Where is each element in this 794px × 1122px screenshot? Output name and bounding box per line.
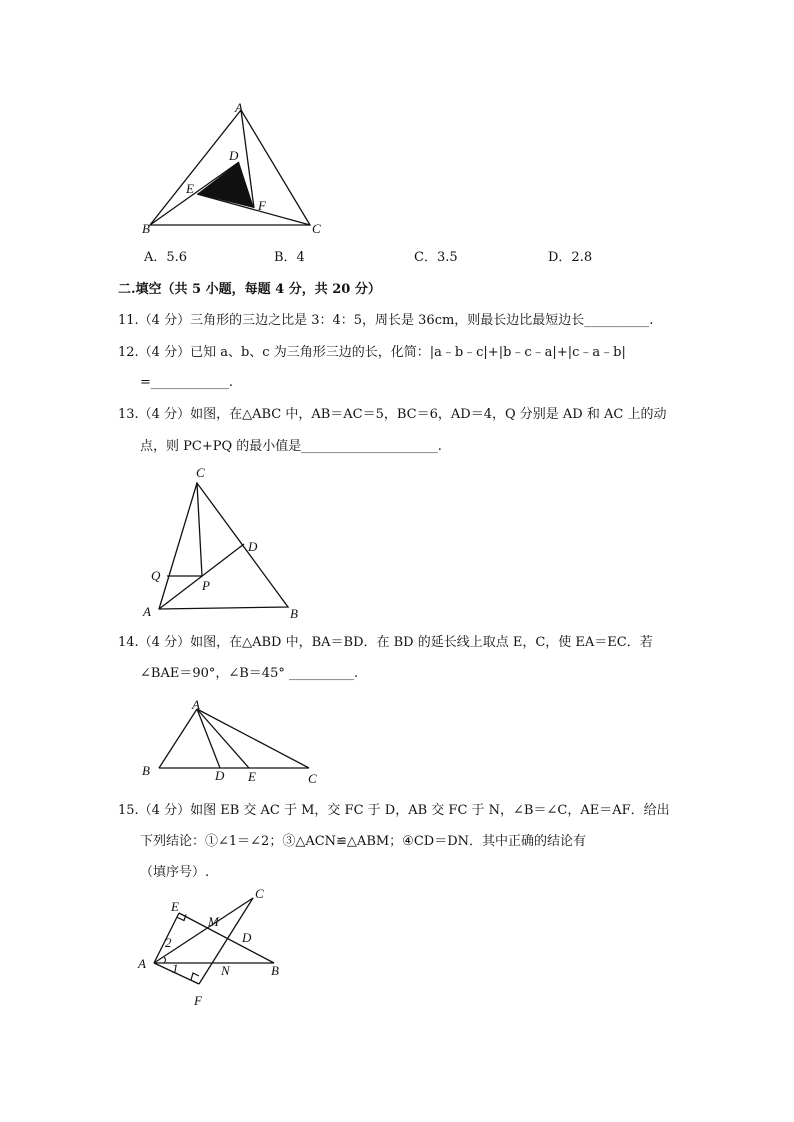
label-e: E: [171, 899, 179, 914]
option-a: A．5.6: [144, 250, 188, 265]
label-e: E: [248, 769, 256, 784]
label-c: C: [196, 465, 205, 480]
label-b: B: [142, 763, 150, 778]
figure-q13: [140, 462, 320, 622]
question-11: 11.（4 分）三角形的三边之比是 3：4：5，周长是 36cm，则最长边比最短边长__________.: [118, 313, 654, 328]
label-angle-1: 1: [172, 961, 179, 976]
figure-q14: [138, 696, 338, 786]
option-b: B．4: [274, 250, 305, 265]
label-d: D: [215, 768, 225, 783]
question-12-line1: 12.（4 分）已知 a、b、c 为三角形三边的长，化简：|a﹣b﹣c|+|b﹣c﹣a|+|c﹣a﹣b|: [118, 345, 626, 360]
segment-ab: [159, 709, 197, 768]
label-n: N: [221, 963, 230, 978]
question-12-line2: =____________.: [140, 375, 234, 390]
label-c: C: [312, 221, 321, 236]
question-15-line1: 15.（4 分）如图 EB 交 AC 于 M，交 FC 于 D，AB 交 FC 于 N，∠B＝∠C，AE＝AF．给出: [118, 803, 670, 818]
label-b: B: [290, 606, 298, 621]
question-14-line2: ∠BAE＝90°，∠B＝45° __________.: [140, 666, 359, 681]
segment-cp: [197, 483, 202, 576]
segment-ac: [154, 898, 253, 963]
right-angle-marker-f: [191, 973, 199, 980]
segment-ae: [197, 709, 249, 768]
triangle-acb: [159, 483, 288, 609]
question-15-line3: （填序号）.: [140, 865, 210, 880]
option-d: D．2.8: [548, 250, 593, 265]
label-a: A: [192, 697, 200, 712]
label-d: D: [248, 539, 258, 554]
label-a: A: [235, 100, 243, 115]
label-a: A: [138, 956, 146, 971]
label-p: P: [202, 578, 210, 593]
angle-arc-2: [164, 957, 166, 963]
figure-q10: [130, 100, 330, 240]
label-angle-2: 2: [165, 935, 172, 950]
segment-ad: [197, 709, 220, 768]
question-14-line1: 14.（4 分）如图，在△ABD 中，BA＝BD．在 BD 的延长线上取点 E，C，使 EA＝EC．若: [118, 635, 653, 650]
question-13-line2: 点，则 PC+PQ 的最小值是_____________________.: [140, 439, 442, 454]
question-15-line2: 下列结论：①∠1＝∠2；③△ACN≌△ABM；④CD＝DN．其中正确的结论有: [140, 834, 586, 849]
label-d: D: [242, 930, 252, 945]
label-f: F: [194, 993, 202, 1008]
label-f: F: [258, 198, 266, 213]
label-c: C: [308, 771, 317, 786]
label-b: B: [142, 221, 150, 236]
label-e: E: [186, 181, 194, 196]
label-m: M: [208, 914, 219, 929]
label-b: B: [271, 963, 279, 978]
segment-ce: [197, 194, 310, 225]
label-q: Q: [151, 568, 161, 583]
label-d: D: [229, 148, 239, 163]
section-title: 二.填空（共 5 小题，每题 4 分，共 20 分）: [118, 282, 381, 297]
question-13-line1: 13.（4 分）如图，在△ABC 中，AB＝AC＝5，BC＝6，AD＝4，Q 分别是 AD 和 AC 上的动: [118, 407, 667, 422]
figure-q15: [134, 884, 304, 1009]
option-c: C．3.5: [414, 250, 458, 265]
label-a: A: [143, 604, 151, 619]
label-c: C: [255, 886, 264, 901]
segment-ac: [197, 709, 309, 768]
